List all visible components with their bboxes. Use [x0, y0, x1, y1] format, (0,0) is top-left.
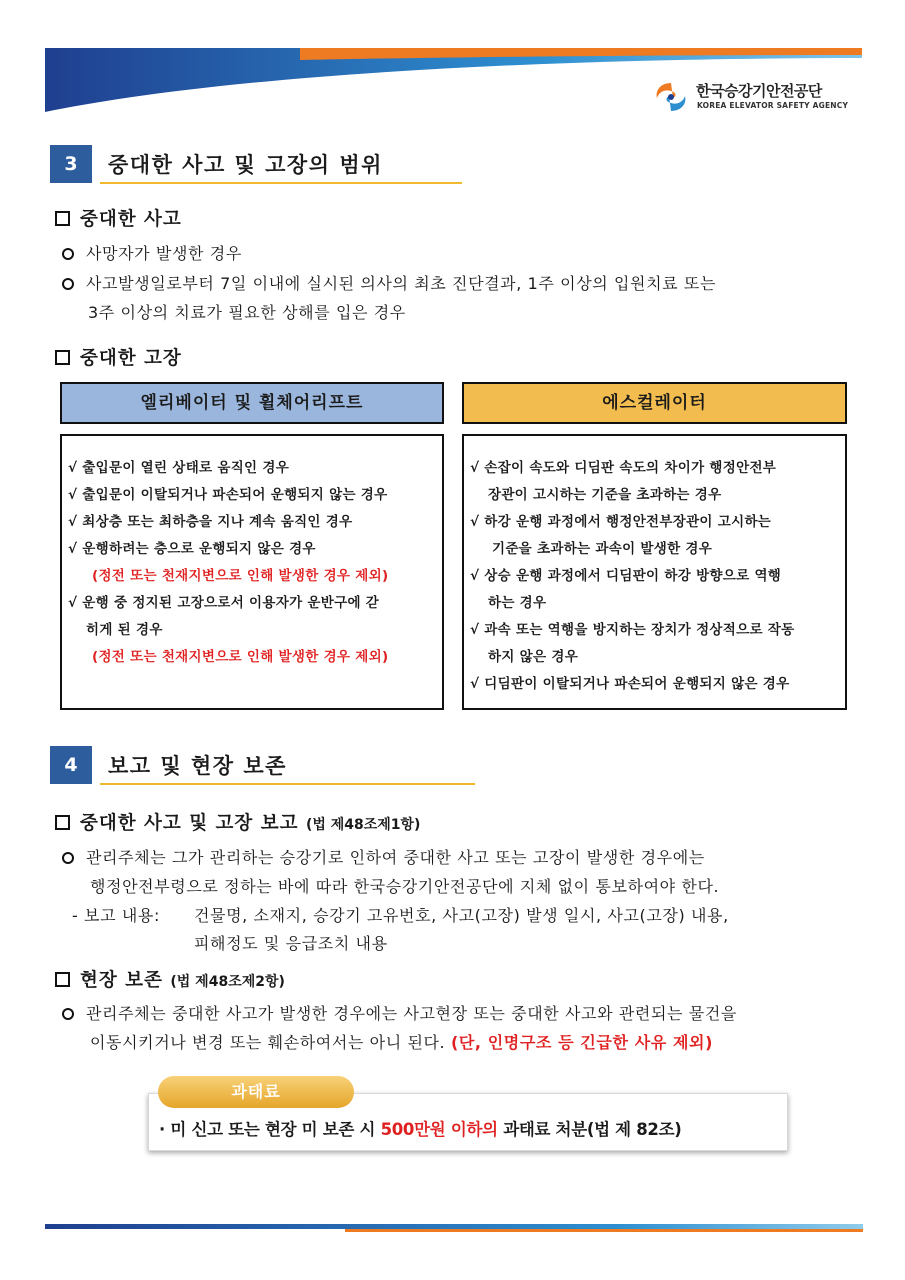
- square-bullet-icon: [55, 815, 70, 830]
- serious-accident-heading: 중대한 사고: [55, 205, 182, 231]
- section-title: 중대한 사고 및 고장의 범위: [108, 153, 383, 177]
- criteria-line: √ 최상층 또는 최하층을 지나 계속 움직인 경우: [68, 514, 353, 530]
- criteria-line: √ 하강 운행 과정에서 행정안전부장관이 고시하는: [470, 514, 772, 530]
- penalty-callout: [148, 1076, 788, 1154]
- criteria-line: √ 운행 중 정지된 고장으로서 이용자가 운반구에 갇: [68, 595, 380, 611]
- escalator-box-title: 에스컬레이터: [462, 382, 847, 424]
- criteria-line: √ 출입문이 열린 상태로 움직인 경우: [68, 460, 290, 476]
- footer-band: [45, 1224, 863, 1232]
- square-bullet-icon: [55, 972, 70, 987]
- law-reference: (법 제48조제1항): [305, 817, 421, 833]
- serious-failure-heading: 중대한 고장: [55, 344, 182, 370]
- exception-note: (단, 인명구조 등 긴급한 사유 제외): [450, 1033, 714, 1052]
- section-4-heading: [50, 746, 480, 784]
- preservation-paragraph-line: 관리주체는 중대한 사고가 발생한 경우에는 사고현장 또는 중대한 사고와 관련되는 물건을: [62, 1001, 737, 1024]
- criteria-line-continued: 장관이 고시하는 기준을 초과하는 경우: [488, 487, 722, 503]
- agency-logo-mark-icon: [652, 80, 690, 114]
- report-heading: 중대한 사고 및 고장 보고 (법 제48조제1항): [55, 809, 420, 835]
- law-reference: (법 제48조제2항): [170, 974, 285, 990]
- criteria-line-continued: 히게 된 경우: [86, 622, 163, 638]
- penalty-tab: 과태료: [158, 1076, 354, 1108]
- circle-bullet-icon: [62, 852, 74, 864]
- agency-name-korean: 한국승강기안전공단: [696, 82, 822, 100]
- criteria-exception-note: (정전 또는 천재지변으로 인해 발생한 경우 제외): [92, 649, 389, 665]
- report-content-label: - 보고 내용:: [72, 906, 160, 925]
- penalty-text: · 미 신고 또는 현장 미 보존 시 500만원 이하의 과태료 처분(법 제 82조): [159, 1120, 682, 1139]
- criteria-line-continued: 하지 않은 경우: [488, 649, 579, 665]
- section-title: 보고 및 현장 보존: [108, 754, 287, 778]
- criteria-line: √ 상승 운행 과정에서 디딤판이 하강 방향으로 역행: [470, 568, 782, 584]
- serious-accident-item-continued: 3주 이상의 치료가 필요한 상해를 입은 경우: [88, 303, 406, 322]
- criteria-exception-note: (정전 또는 천재지변으로 인해 발생한 경우 제외): [92, 568, 389, 584]
- section-underline: [100, 783, 475, 785]
- report-paragraph-line-continued: 행정안전부령으로 정하는 바에 따라 한국승강기안전공단에 지체 없이 통보하여야 한다.: [90, 877, 720, 896]
- agency-name-english: KOREA ELEVATOR SAFETY AGENCY: [697, 101, 849, 110]
- criteria-line: √ 출입문이 이탈되거나 파손되어 운행되지 않는 경우: [68, 487, 388, 503]
- criteria-line: √ 과속 또는 역행을 방지하는 장치가 정상적으로 작동: [470, 622, 795, 638]
- circle-bullet-icon: [62, 248, 74, 260]
- circle-bullet-icon: [62, 1008, 74, 1020]
- section-number: 3: [50, 145, 92, 183]
- elevator-criteria-box: [60, 434, 444, 710]
- section-underline: [100, 182, 462, 184]
- circle-bullet-icon: [62, 278, 74, 290]
- report-content-items: 건물명, 소재지, 승강기 고유번호, 사고(고장) 발생 일시, 사고(고장) 내용,: [194, 906, 729, 925]
- preservation-paragraph-line-continued: 이동시키거나 변경 또는 훼손하여서는 아니 된다. (단, 인명구조 등 긴급한 사유 제외): [90, 1033, 714, 1052]
- section-3-heading: [50, 145, 470, 183]
- penalty-amount: 500만원 이하의: [380, 1120, 498, 1139]
- criteria-line: √ 디딤판이 이탈되거나 파손되어 운행되지 않은 경우: [470, 676, 790, 692]
- serious-accident-item: 사고발생일로부터 7일 이내에 실시된 의사의 최초 진단결과, 1주 이상의 입원치료 또는: [62, 271, 716, 294]
- square-bullet-icon: [55, 350, 70, 365]
- criteria-line-continued: 하는 경우: [488, 595, 547, 611]
- square-bullet-icon: [55, 211, 70, 226]
- criteria-line: √ 손잡이 속도와 디딤판 속도의 차이가 행정안전부: [470, 460, 777, 476]
- criteria-line-continued: 기준을 초과하는 과속이 발생한 경우: [492, 541, 713, 557]
- criteria-line: √ 운행하려는 층으로 운행되지 않은 경우: [68, 541, 316, 557]
- elevator-box-title: 엘리베이터 및 휠체어리프트: [60, 382, 444, 424]
- site-preservation-heading: 현장 보존 (법 제48조제2항): [55, 966, 285, 992]
- agency-logo: [652, 80, 852, 114]
- report-content-items-continued: 피해정도 및 응급조치 내용: [194, 934, 388, 953]
- escalator-criteria-box: [462, 434, 847, 710]
- serious-accident-item: 사망자가 발생한 경우: [62, 241, 242, 264]
- report-paragraph-line: 관리주체는 그가 관리하는 승강기로 인하여 중대한 사고 또는 고장이 발생한 경우에는: [62, 845, 705, 868]
- section-number: 4: [50, 746, 92, 784]
